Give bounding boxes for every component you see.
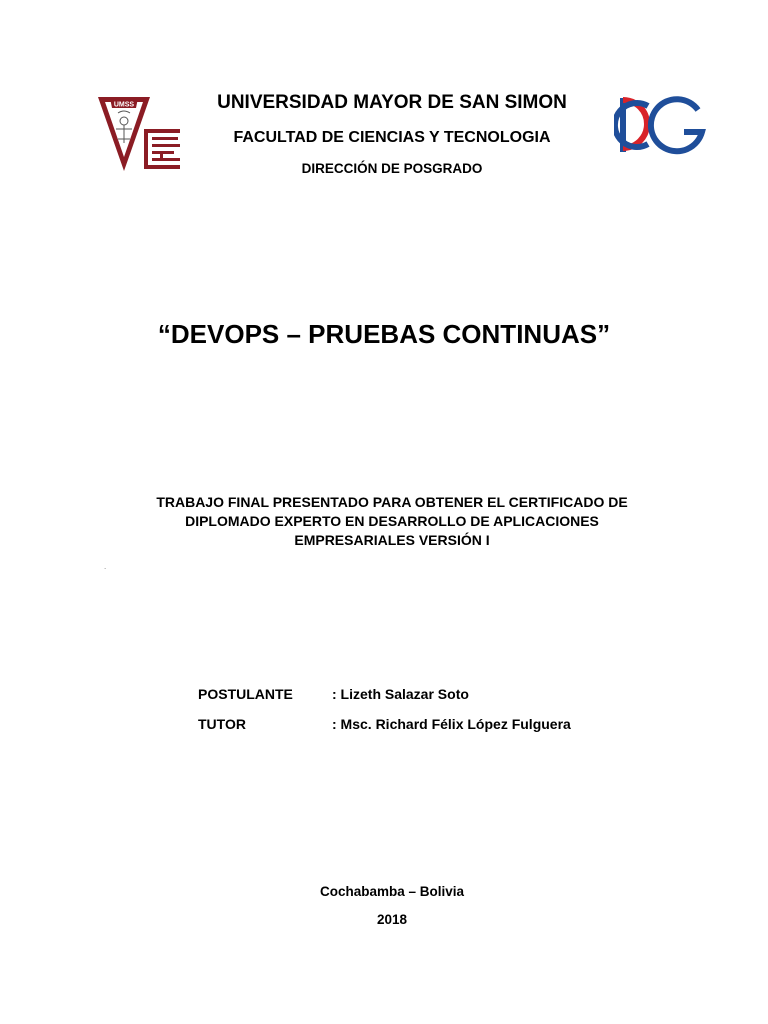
postulante-row [198, 686, 678, 706]
subtitle-line: EMPRESARIALES VERSIÓN I [294, 532, 490, 548]
umss-shield-label: UMSS [113, 101, 135, 109]
university-name: UNIVERSIDAD MAYOR DE SAN SIMON [217, 92, 567, 113]
thesis-subtitle [100, 493, 684, 550]
subtitle-line: DIPLOMADO EXPERTO EN DESARROLLO DE APLICACIONES [185, 513, 599, 529]
place-text: Cochabamba – Bolivia [319, 884, 465, 899]
year-text: 2018 [376, 912, 408, 927]
faculty-name: FACULTAD DE CIENCIAS Y TECNOLOGIA [233, 129, 551, 146]
thesis-title: “DEVOPS – PRUEBAS CONTINUAS” [157, 319, 611, 349]
tutor-row [198, 716, 678, 736]
postulante-label: POSTULANTE [198, 686, 293, 702]
tutor-value: : Msc. Richard Félix López Fulguera [332, 716, 571, 732]
postulante-value: : Lizeth Salazar Soto [332, 686, 469, 702]
subtitle-line: TRABAJO FINAL PRESENTADO PARA OBTENER EL CERTIFICADO DE [156, 494, 628, 510]
stray-mark: . [104, 562, 107, 571]
tutor-label: TUTOR [198, 716, 246, 732]
direction-name: DIRECCIÓN DE POSGRADO [301, 161, 483, 176]
